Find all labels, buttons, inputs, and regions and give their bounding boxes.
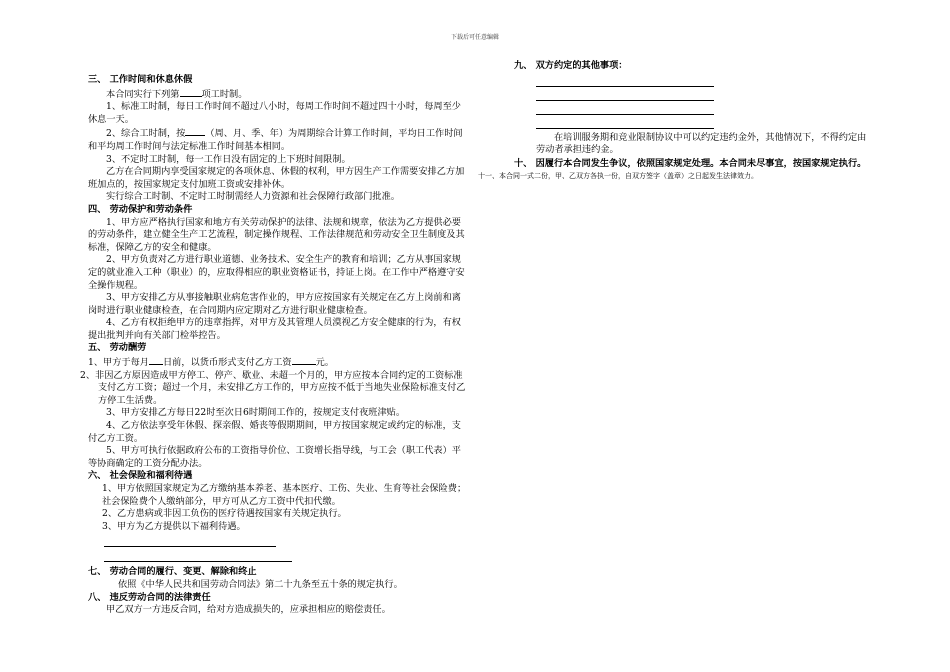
right-column [478,60,868,183]
section-7-title: 七、 劳动合同的履行、变更、解除和终止 [88,566,257,578]
section-6-title: 六、 社会保险和福利待遇 [88,470,193,482]
section-4-title: 四、 劳动保护和劳动条件 [88,203,193,215]
section-5-item-2: 2、非因乙方原因造成甲方停工、停产、歇业、未超一个月的，甲方应按本合同约定的工资标准支付乙方工资；超过一个月，未安排乙方工作的，甲方应按不低于当地失业保险标准支付乙方停工生活费。 [80,369,466,406]
section-4-item-1: 1、甲方应严格执行国家和地方有关劳动保护的法律、法规和规章，依法为乙方提供必要的劳动条件，建立健全生产工艺流程，制定操作规程、工作法律规范和劳动安全卫生制度及其标准，保障乙方的安全和健康。 [88,216,465,253]
section-3-intro-a: 本合同实行下列第 [106,88,180,100]
left-column [80,74,468,617]
section-3-intro-b: 项工时制。 [201,88,248,100]
welfare-blank-line-2 [104,547,292,562]
section-11-paragraph: 十一、本合同一式二份，甲、乙双方各执一份，自双方签字（盖章）之日起发生法律效力。 [478,172,758,181]
cycle-blank [185,126,205,136]
other-matters-line-1 [536,73,714,87]
section-5-item-5: 5、甲方可执行依据政府公布的工资指导价位、工资增长指导线，与工会（职工代表）平等协商确定的工资分配办法。 [88,445,461,469]
section-4-item-4: 4、乙方有权拒绝甲方的违章指挥，对甲方及其管理人员漠视乙方安全健康的行为，有权提出批判并向有关部门检举控告。 [88,317,461,341]
section-3-item-2 [88,126,468,153]
section-8-title: 八、 违反劳动合同的法律责任 [88,591,211,603]
section-4-item-3: 3、甲方安排乙方从事接触职业病危害作业的，甲方应按国家有关规定在乙方上岗前和离岗时进行职业健康检查，在合同期内应定期对乙方进行职业健康检查。 [88,292,461,316]
pay-day-blank [149,355,163,365]
section-3-item-2-a: 2、综合工时制，按 [106,128,186,140]
section-3-item-2-b: （周、月、季、年）为周期综合计算工作时间，平均日工作时间和平均周工作时间与法定标准工作时间基本相同。 [88,128,463,152]
section-3-rest-paragraph: 乙方在合同期内享受国家规定的各项休息、休假的权利，甲方因生产工作需要安排乙方加班加点的，按国家规定支付加班工资或安排补休。 [88,166,465,190]
section-6-item-1: 1、甲方依照国家规定为乙方缴纳基本养老、基本医疗、工伤、失业、生育等社会保险费；社会保险费个人缴纳部分，甲方可从乙方工资中代扣代缴。 [102,483,467,507]
section-5-item-1-a: 1、甲方于每月 [88,357,149,369]
section-5-title: 五、 劳动酬劳 [88,342,147,354]
other-matters-line-4 [536,115,714,129]
other-matters-line-2 [536,87,714,101]
welfare-blank-line-1 [104,533,276,547]
section-7-paragraph: 依照《中华人民共和国劳动合同法》第二十九条至五十条的规定执行。 [118,578,403,590]
section-6-item-3: 3、甲方为乙方提供以下福利待遇。 [102,520,246,532]
section-3-item-3: 3、不定时工时制，每一工作日没有固定的上下班时间限制。 [106,153,351,165]
section-5-item-1-c: 元。 [315,357,334,369]
section-3-intro [88,87,468,102]
section-9-paragraph: 在培训服务期和竞业限制协议中可以约定违约金外，其他情况下，不得约定由劳动者承担违约金。 [536,131,867,156]
section-5-item-4: 4、乙方依法享受年休假、探亲假、婚丧等假期期间，甲方按国家规定或约定的标准，支付乙方工资。 [88,420,461,444]
salary-amount-blank [292,355,316,365]
section-3-item-1: 1、标准工时制，每日工作时间不超过八小时，每周工作时间不超过四十小时，每周至少休息一天。 [88,101,461,125]
section-5-item-1-b: 日前，以货币形式支付乙方工资 [162,357,292,369]
section-10-title: 十、 因履行本合同发生争议，依照国家规定处理。本合同未尽事宜，按国家规定执行。 [514,157,867,169]
section-9-title: 九、 双方约定的其他事项： [514,60,628,71]
page-header-note: 下载后可任意编辑 [450,34,499,41]
section-5-item-3: 3、甲方安排乙方每日22时至次日6时期间工作的，按规定支付夜班津贴。 [106,407,406,419]
section-5-item-1 [88,355,468,370]
section-3-title: 三、 工作时间和休息休假 [88,74,193,85]
section-3-approval-paragraph: 实行综合工时制、不定时工时制需经人力资源和社会保障行政部门批准。 [106,191,400,203]
section-8-paragraph: 甲乙双方一方违反合同，给对方造成损失的，应承担相应的赔偿责任。 [106,604,391,616]
section-4-item-2: 2、甲方负责对乙方进行职业道德、业务技术、安全生产的教育和培训；乙方从事国家规定的就业准入工种（职业）的，应取得相应的职业资格证书，持证上岗。在工作中严格遵守安全操作规程。 [88,254,465,291]
other-matters-line-3 [536,101,714,115]
section-6-item-2: 2、乙方患病或非因工负伤的医疗待遇按国家有关规定执行。 [102,508,347,520]
work-system-blank [180,87,202,97]
